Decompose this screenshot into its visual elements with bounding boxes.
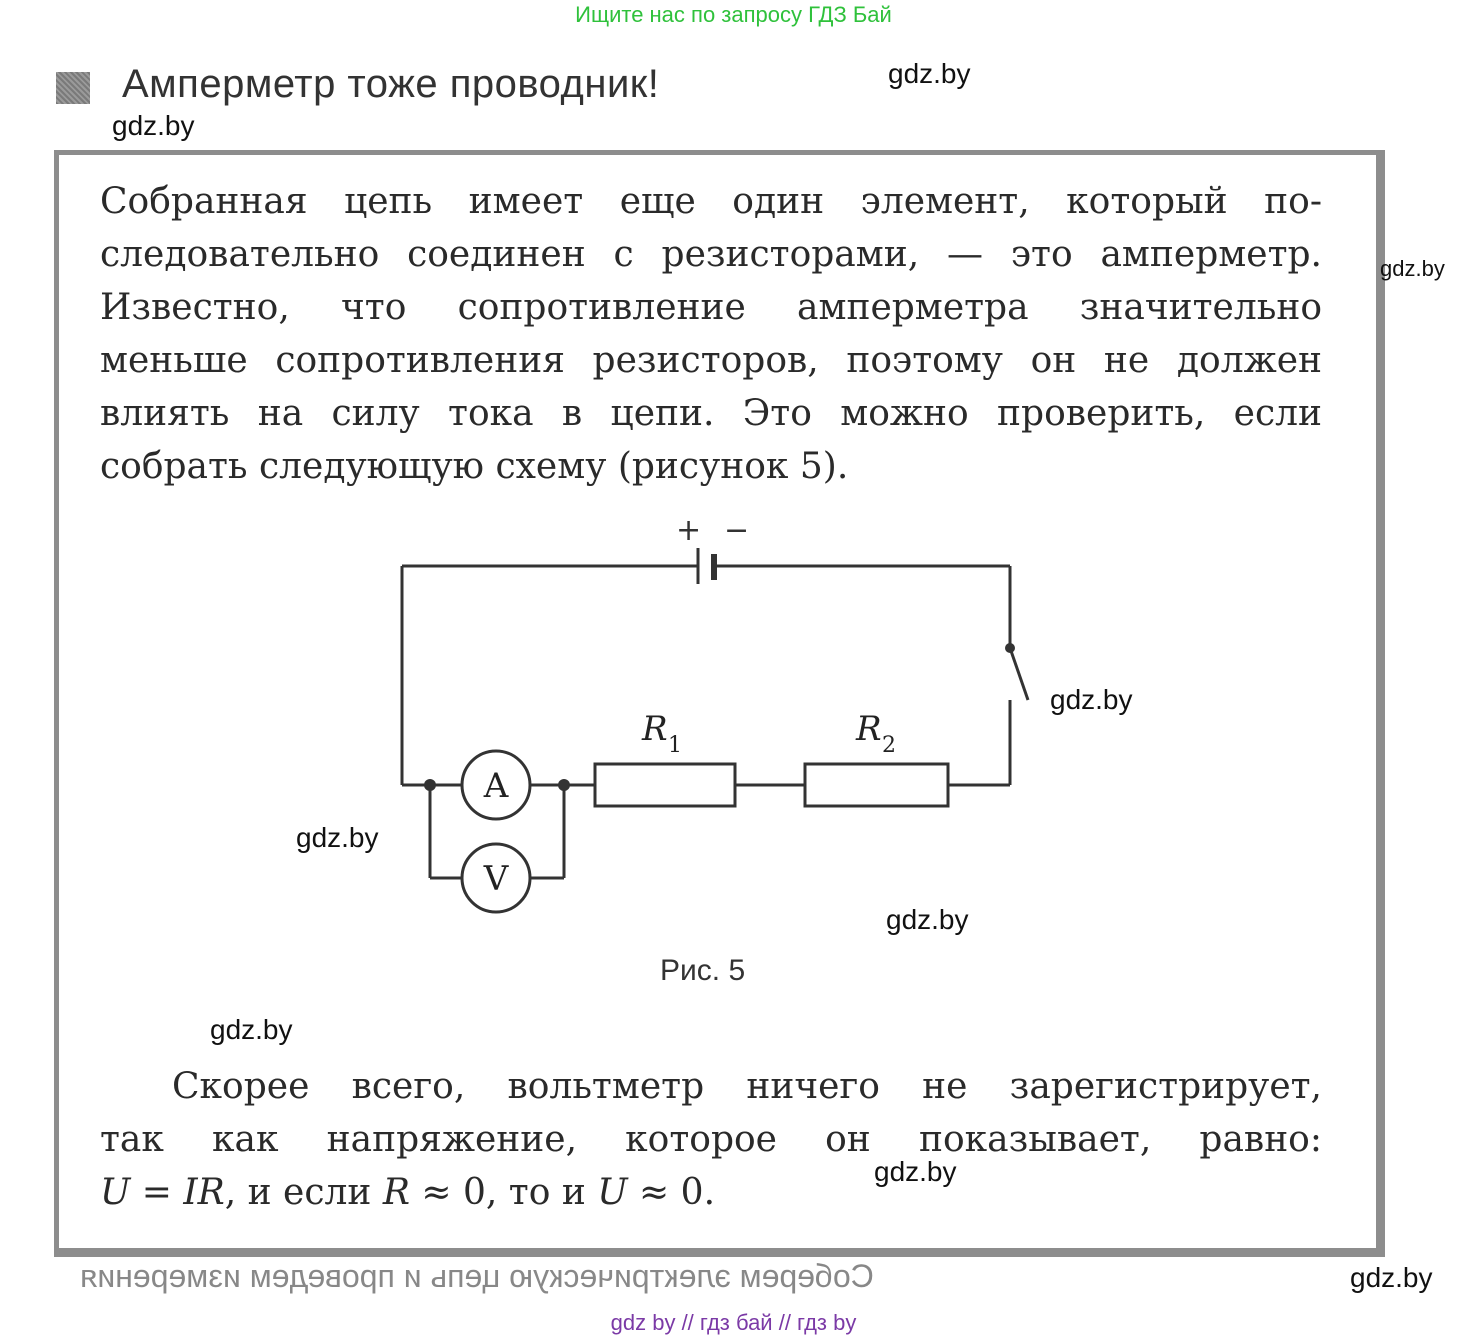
r2-label: R xyxy=(856,709,882,749)
formula-u: U xyxy=(597,1172,628,1213)
paragraph-2 xyxy=(100,1060,1322,1219)
mirrored-bottom-text: Соберем электрическую цепь и проведем измерения xyxy=(80,1258,874,1294)
watermark: gdz.by xyxy=(888,58,971,89)
r2-subscript: 2 xyxy=(882,733,896,758)
watermark: gdz.by xyxy=(296,822,379,853)
watermark: gdz.by xyxy=(112,110,195,141)
r1-subscript: 1 xyxy=(668,733,682,758)
watermark: gdz.by xyxy=(210,1014,293,1045)
watermark: gdz.by xyxy=(1050,684,1133,715)
junction-right xyxy=(558,779,570,791)
paragraph-1-line: Собранная цепь имеет еще один элемент, который по- xyxy=(100,181,1322,222)
watermark: gdz.by xyxy=(874,1156,957,1187)
paragraph-1-line: влиять на силу тока в цепи. Это можно проверить, если xyxy=(100,393,1322,434)
resistor-r1 xyxy=(595,764,735,806)
paragraph-1 xyxy=(100,175,1322,493)
r1-label: R xyxy=(642,709,668,749)
circuit-diagram xyxy=(380,500,1040,920)
heading-marker-icon xyxy=(56,72,90,104)
bottom-banner: gdz by // гдз бай // гдз by xyxy=(610,1310,857,1335)
paragraph-2-line: Скорее всего, вольтметр ничего не зарегистрирует, xyxy=(172,1066,1322,1107)
resistor-r2 xyxy=(805,764,948,806)
paragraph-2-formula-line xyxy=(100,1166,1322,1219)
paragraph-1-line: следовательно соединен с резисторами, — это амперметр. xyxy=(100,234,1322,275)
paragraph-1-line: меньше сопротивления резисторов, поэтому он не должен xyxy=(100,340,1322,381)
watermark: gdz.by xyxy=(1380,256,1445,281)
formula-text: , и если xyxy=(224,1172,383,1213)
battery-plus-label: + xyxy=(676,513,702,548)
section-heading: Амперметр тоже проводник! xyxy=(122,62,660,106)
formula-text: ≈ 0. xyxy=(627,1172,716,1213)
top-banner: Ищите нас по запросу ГДЗ Бай xyxy=(575,2,892,27)
paragraph-2-line: так как напряжение, которое он показывает, равно: xyxy=(100,1119,1322,1160)
watermark: gdz.by xyxy=(886,904,969,935)
figure-caption: Рис. 5 xyxy=(660,954,746,987)
watermark: gdz.by xyxy=(1350,1262,1433,1293)
switch-blade xyxy=(1010,648,1028,700)
junction-left xyxy=(424,779,436,791)
formula-u: U xyxy=(100,1172,131,1213)
battery-minus-label: − xyxy=(724,513,750,548)
paragraph-1-line: собрать следующую схему (рисунок 5). xyxy=(100,446,849,487)
switch-contact xyxy=(1005,643,1015,653)
formula-text: = xyxy=(130,1172,184,1213)
formula-ir: IR xyxy=(183,1172,225,1213)
voltmeter-label: V xyxy=(483,859,509,899)
paragraph-1-line: Известно, что сопротивление амперметра значительно xyxy=(100,287,1322,328)
ammeter-label: A xyxy=(483,766,509,806)
formula-text: ≈ 0, то и xyxy=(409,1172,598,1213)
formula-r: R xyxy=(382,1172,410,1213)
